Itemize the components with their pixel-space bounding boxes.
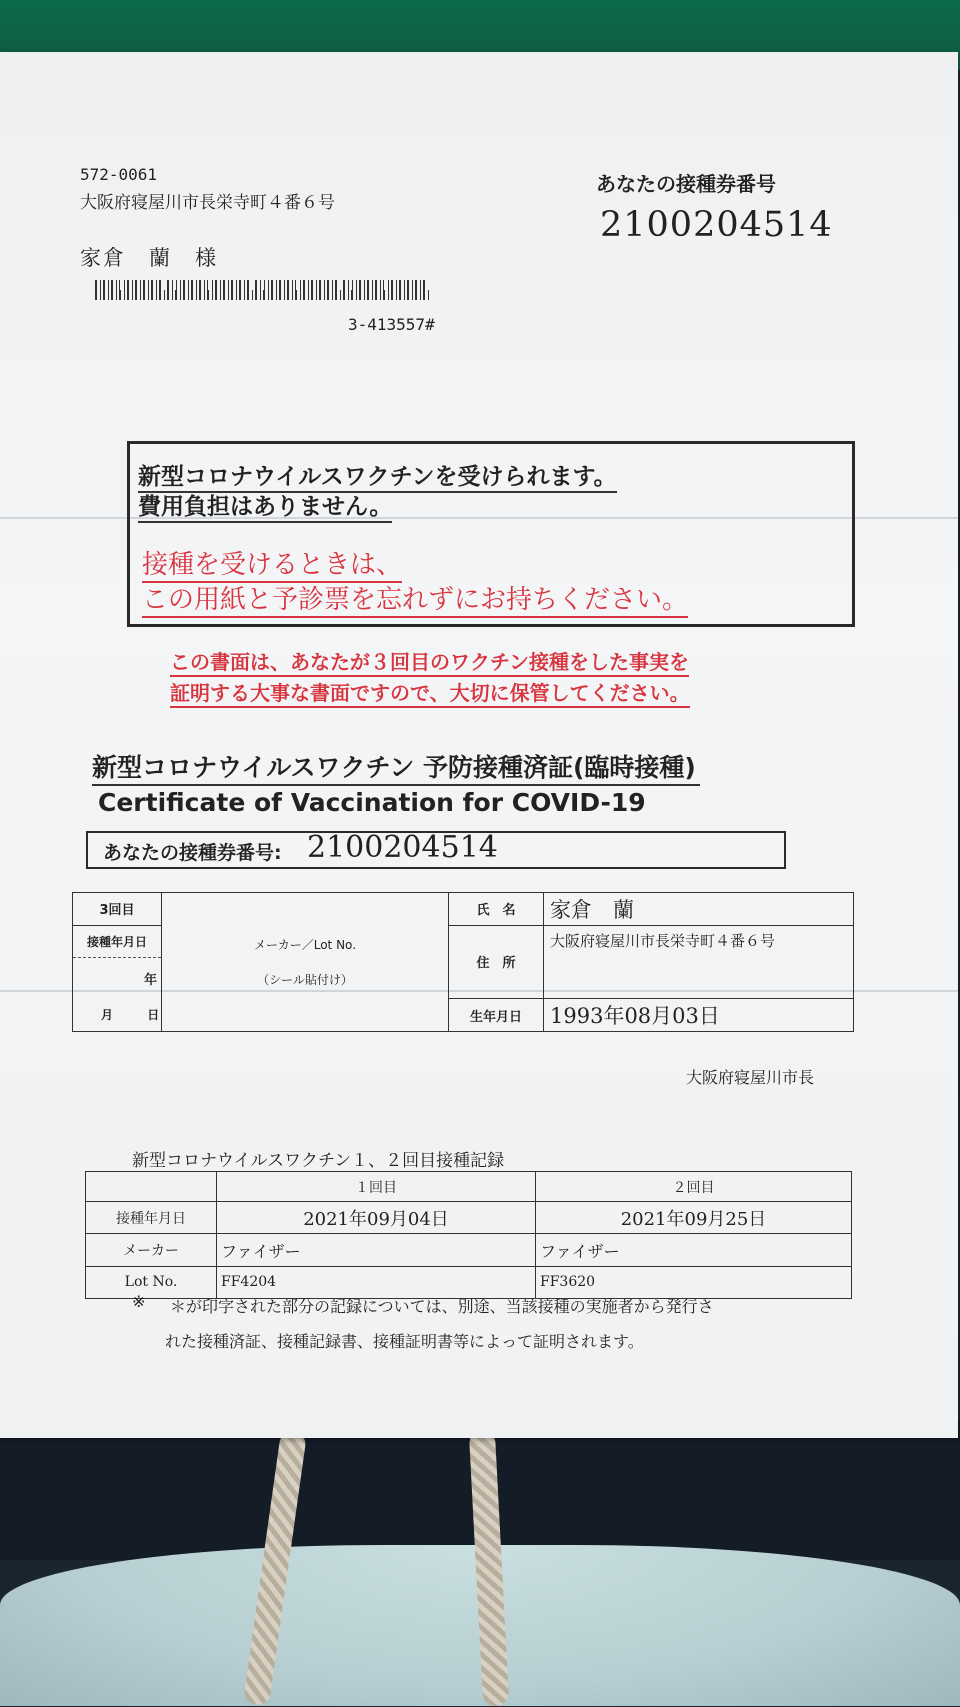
day-label: 日: [147, 1008, 160, 1023]
month-label: 月: [101, 1008, 114, 1023]
col-dose-2: ２回目: [536, 1172, 852, 1202]
third-dose-table: [72, 892, 854, 1032]
sticker-label: （シール貼付け）: [257, 973, 353, 987]
dose2-maker: ファイザー: [536, 1234, 852, 1266]
notice-line-2: 費用負担はありません。: [138, 488, 392, 523]
name-label: 氏 名: [449, 893, 544, 926]
row-lot-label: Lot No.: [86, 1266, 217, 1298]
prior-records-title: 新型コロナウイルスワクチン１、２回目接種記録: [132, 1151, 505, 1171]
warning-line-1: この書面は、あなたが３回目のワクチン接種をした事実を: [170, 646, 689, 677]
date-label: 接種年月日: [73, 925, 162, 958]
maker-lot-cell: [162, 893, 449, 1032]
certificate-number: 2100204514: [307, 830, 498, 865]
certificate-number-label: あなたの接種券番号:: [103, 842, 282, 864]
birth-value: 1993年08月03日: [544, 999, 854, 1032]
street-address: 大阪府寝屋川市長栄寺町４番６号: [80, 193, 335, 213]
notice-red-line-1: 接種を受けるときは、: [142, 544, 402, 583]
address-label: 住 所: [449, 925, 544, 999]
issuer: 大阪府寝屋川市長: [686, 1068, 815, 1087]
dose1-date: 2021年09月04日: [217, 1202, 536, 1234]
birth-label: 生年月日: [449, 999, 544, 1032]
ticket-number-label: あなたの接種券番号: [596, 172, 776, 196]
certificate-title-en: Certificate of Vaccination for COVID-19: [98, 788, 646, 817]
notice-line-1: 新型コロナウイルスワクチンを受けられます。: [138, 458, 617, 493]
maker-lot-label: メーカー／Lot No.: [253, 938, 357, 952]
month-day-cell: [73, 999, 162, 1032]
footnote-mark: ※: [132, 1292, 146, 1311]
col-dose-1: １回目: [217, 1172, 536, 1202]
footnote-line-1: ＊が印字された部分の記録については、別途、当該接種の実施者から発行さ: [170, 1297, 714, 1316]
dose-label: 3回目: [73, 893, 162, 926]
dose2-lot: FF3620: [536, 1266, 852, 1298]
certificate-title-jp: 新型コロナウイルスワクチン 予防接種済証(臨時接種): [92, 748, 700, 786]
row-maker-label: メーカー: [86, 1234, 217, 1266]
row-date-label: 接種年月日: [86, 1202, 217, 1234]
barcode-number: 3-413557#: [348, 315, 435, 334]
prior-records-table: [85, 1171, 852, 1299]
year-label: 年: [73, 958, 162, 999]
name-value: 家倉 蘭: [544, 893, 854, 926]
warning-line-2: 証明する大事な書面ですので、大切に保管してください。: [170, 677, 690, 708]
dose1-lot: FF4204: [217, 1266, 536, 1298]
ticket-number: 2100204514: [600, 205, 833, 245]
address-value: 大阪府寝屋川市長栄寺町４番６号: [544, 925, 854, 999]
recipient-name: 家倉 蘭 様: [80, 246, 218, 270]
postal-code: 572-0061: [80, 165, 158, 184]
dose1-maker: ファイザー: [217, 1234, 536, 1266]
notice-red-line-2: この用紙と予診票を忘れずにお持ちください。: [142, 579, 688, 618]
dose2-date: 2021年09月25日: [536, 1202, 852, 1234]
footnote-line-2: れた接種済証、接種記録書、接種証明書等によって証明されます。: [165, 1332, 644, 1351]
customer-barcode-pattern: [95, 280, 430, 300]
